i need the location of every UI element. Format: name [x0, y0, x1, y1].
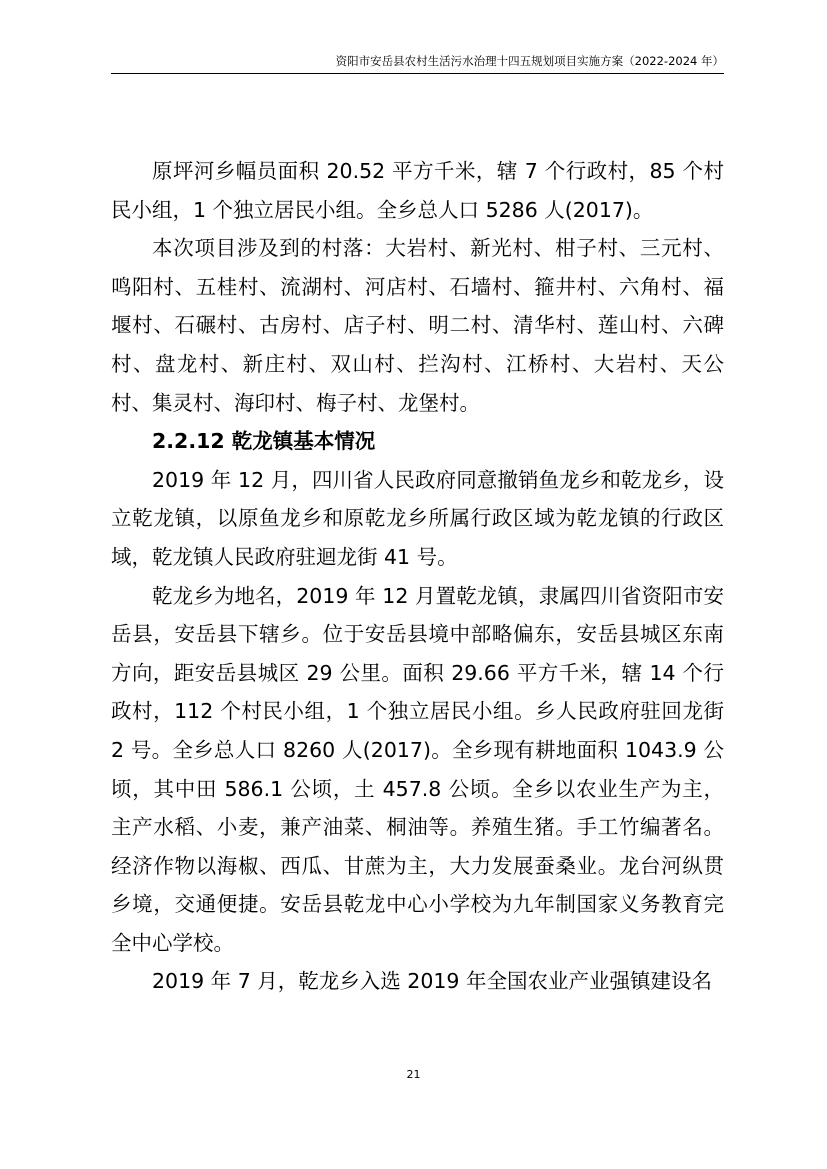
document-body: [111, 152, 724, 1001]
section-heading: 2.2.12 乾龙镇基本情况: [152, 429, 376, 454]
page-header: 资阳市安岳县农村生活污水治理十四五规划项目实施方案（2022-2024 年）: [335, 54, 724, 68]
paragraph-township-overview: 原坪河乡幅员面积 20.52 平方千米，辖 7 个行政村，85 个村民小组，1 个独立居民小组。全乡总人口 5286 人(2017)。: [111, 159, 724, 222]
page-number: 21: [406, 1068, 421, 1081]
paragraph-town-establishment: 2019 年 12 月，四川省人民政府同意撤销鱼龙乡和乾龙乡，设立乾龙镇，以原鱼龙乡和原乾龙乡所属行政区域为乾龙镇的行政区域，乾龙镇人民政府驻迴龙街 41 号。: [111, 467, 724, 569]
header-divider: [111, 73, 724, 74]
paragraph-town-award: 2019 年 7 月，乾龙乡入选 2019 年全国农业产业强镇建设名: [152, 969, 712, 994]
paragraph-town-profile: 乾龙乡为地名，2019 年 12 月置乾龙镇，隶属四川省资阳市安岳县，安岳县下辖乡。位于安岳县境中部略偏东，安岳县城区东南方向，距安岳县城区 29 公里。面积 29.66 平方千米，辖 14 个行政村，112 个村民小组，1 个独立居民小组。乡人民政府驻回龙街 2 号。全乡总人口 8260 人(2017)。全乡现有耕地面积 1043.9 公顷，其中田 586.1 公顷，土 457.8 公顷。全乡以农业生产为主，主产水稻、小麦，兼产油菜、桐油等。养殖生猪。手工竹编著名。 经济作物以海椒、西瓜、甘蔗为主，大力发展蚕桑业。龙台河纵贯乡境，交通便捷。安岳县乾龙中心小学校为九年制国家义务教育完全中心学校。: [111, 583, 724, 955]
paragraph-project-villages: 本次项目涉及到的村落：大岩村、新光村、柑子村、三元村、鸣阳村、五桂村、流湖村、河店村、石墙村、箍井村、六角村、福堰村、石碾村、古房村、店子村、明二村、清华村、莲山村、六碑村、盘龙村、新庄村、双山村、拦沟村、江桥村、大岩村、天公村、集灵村、海印村、梅子村、龙堡村。: [111, 236, 724, 415]
